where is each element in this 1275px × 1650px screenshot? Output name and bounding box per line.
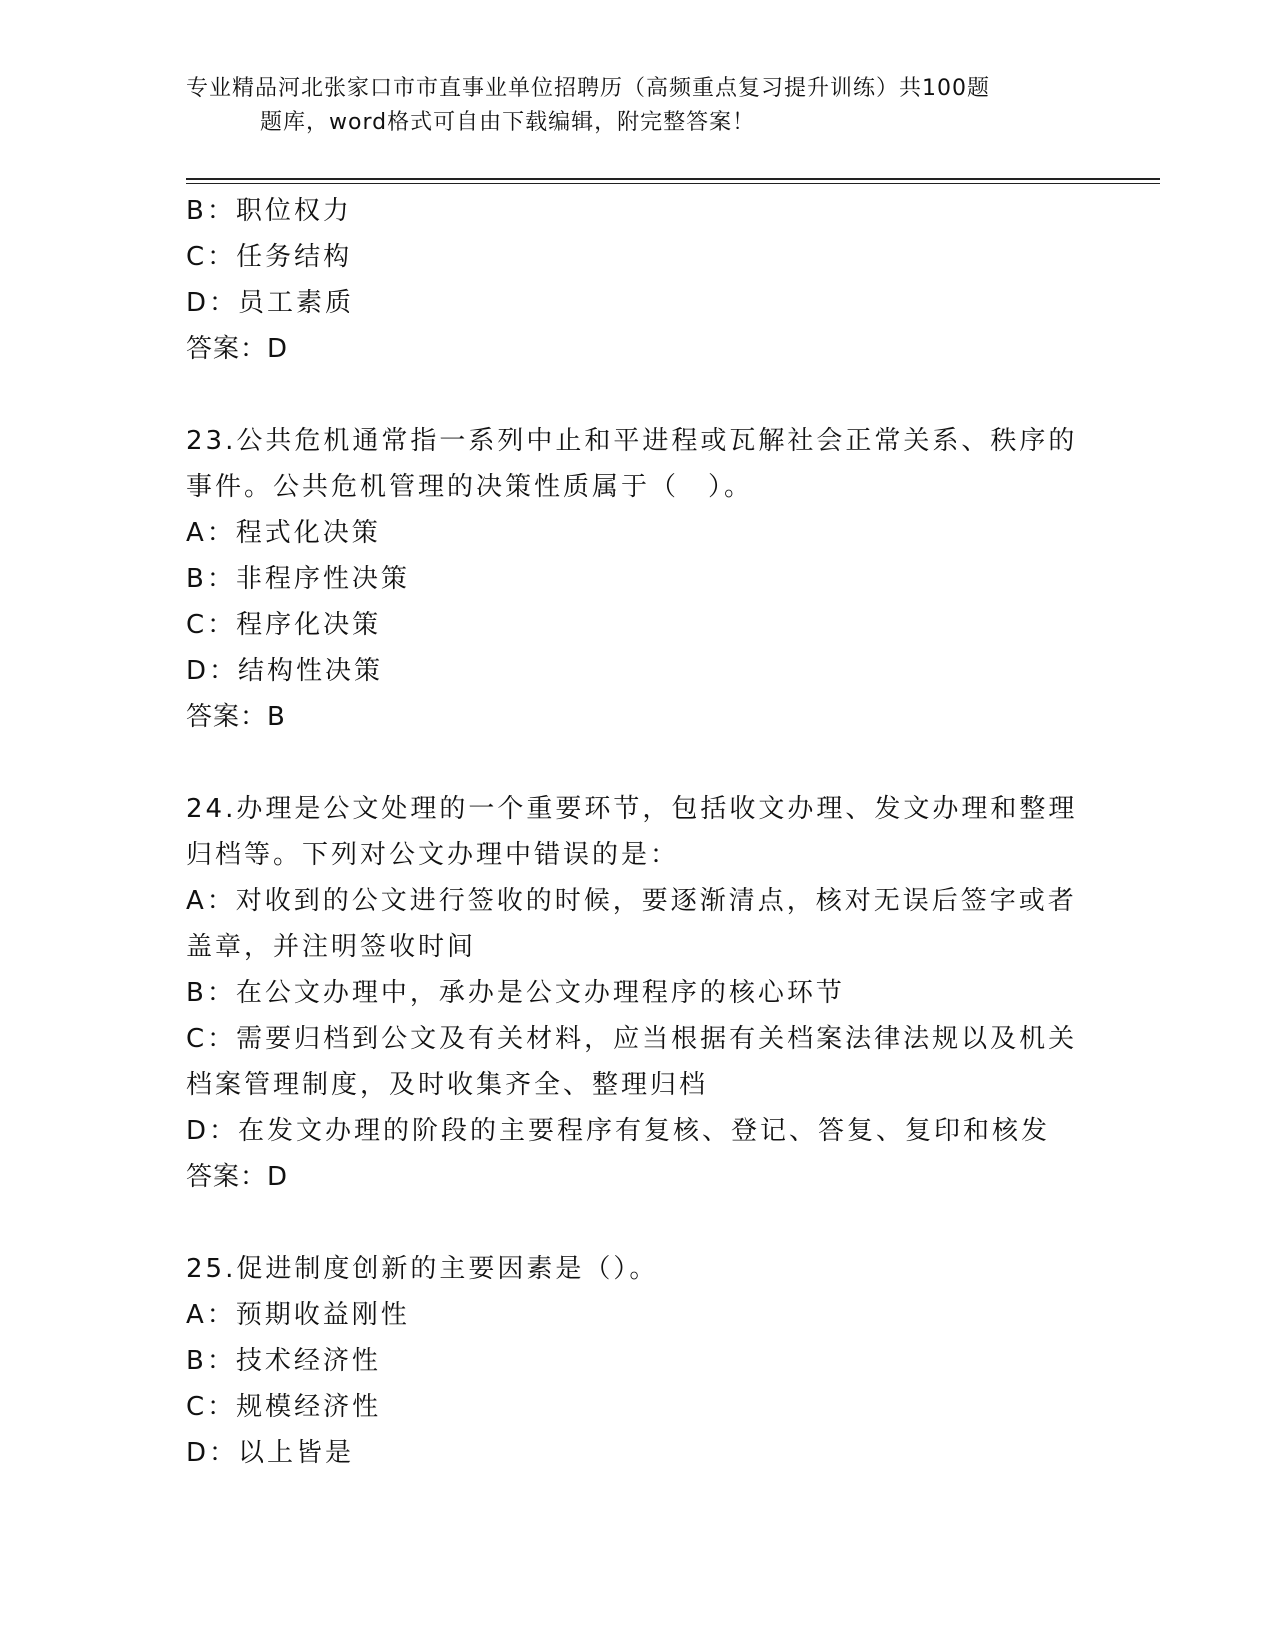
option-d: D：员工素质 bbox=[186, 288, 355, 318]
question-25 bbox=[186, 1246, 1086, 1476]
question-stem-line1: 24.办理是公文处理的一个重要环节，包括收文办理、发文办理和整理 bbox=[186, 794, 1078, 824]
question-stem-line2: 归档等。下列对公文办理中错误的是： bbox=[186, 840, 680, 870]
answer: 答案：D bbox=[186, 1162, 289, 1192]
option-c-line1: C：需要归档到公文及有关材料，应当根据有关档案法律法规以及机关 bbox=[186, 1024, 1078, 1054]
answer: 答案：B bbox=[186, 702, 286, 732]
question-24 bbox=[186, 786, 1086, 1200]
question-23 bbox=[186, 418, 1086, 740]
option-c: C：任务结构 bbox=[186, 242, 353, 272]
option-b: B：非程序性决策 bbox=[186, 564, 410, 594]
option-b: B：在公文办理中，承办是公文办理程序的核心环节 bbox=[186, 978, 845, 1008]
header-divider-thick bbox=[186, 178, 1160, 180]
option-d: D：在发文办理的阶段的主要程序有复核、登记、答复、复印和核发 bbox=[186, 1116, 1051, 1146]
option-a: A：程式化决策 bbox=[186, 518, 381, 548]
header-title-line2: 题库，word格式可自由下载编辑，附完整答案！ bbox=[260, 110, 756, 135]
question-22 bbox=[186, 188, 1086, 372]
option-d: D：结构性决策 bbox=[186, 656, 384, 686]
option-c: C：程序化决策 bbox=[186, 610, 382, 640]
option-b: B：职位权力 bbox=[186, 196, 352, 226]
option-c: C：规模经济性 bbox=[186, 1392, 382, 1422]
document-header bbox=[186, 72, 1086, 140]
answer: 答案：D bbox=[186, 334, 289, 364]
question-list bbox=[186, 188, 1086, 1476]
header-title-line1: 专业精品河北张家口市市直事业单位招聘历（高频重点复习提升训练）共100题 bbox=[186, 76, 990, 101]
option-a-line2: 盖章，并注明签收时间 bbox=[186, 932, 477, 962]
option-d: D：以上皆是 bbox=[186, 1438, 355, 1468]
header-divider-thin bbox=[186, 183, 1160, 184]
option-c-line2: 档案管理制度，及时收集齐全、整理归档 bbox=[186, 1070, 709, 1100]
question-stem: 25.促进制度创新的主要因素是（）。 bbox=[186, 1254, 659, 1284]
question-stem-line1: 23.公共危机通常指一系列中止和平进程或瓦解社会正常关系、秩序的 bbox=[186, 426, 1078, 456]
spacer bbox=[186, 1200, 1086, 1246]
question-stem-line2: 事件。公共危机管理的决策性质属于（ ）。 bbox=[186, 472, 754, 502]
option-a: A：预期收益刚性 bbox=[186, 1300, 410, 1330]
option-b: B：技术经济性 bbox=[186, 1346, 381, 1376]
spacer bbox=[186, 740, 1086, 786]
option-a-line1: A：对收到的公文进行签收的时候，要逐渐清点，核对无误后签字或者 bbox=[186, 886, 1077, 916]
spacer bbox=[186, 372, 1086, 418]
